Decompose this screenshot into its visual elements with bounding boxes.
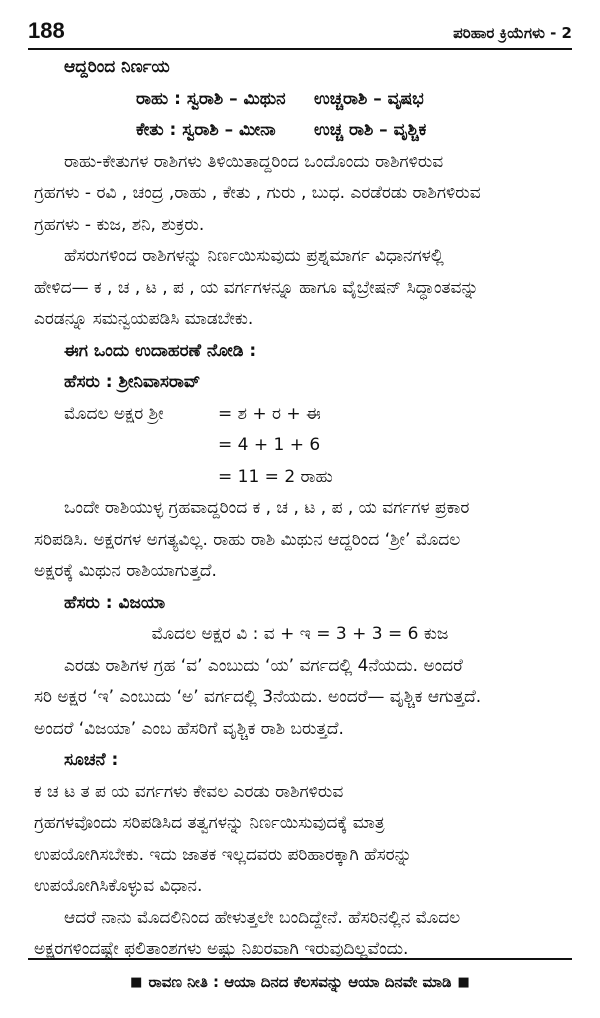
text-line: ಅಂದರೆ ‘ವಿಜಯಾ’ ಎಂಬ ಹೆಸರಿಗೆ ವೃಶ್ಚಿಕ ರಾಶಿ ಬರುತ್ತದೆ.: [34, 718, 344, 739]
text-line: ರಾಹು-ಕೇತುಗಳ ರಾಶಿಗಳು ತಿಳಿಯಿತಾದ್ದರಿಂದ ಒಂದೊಂದು ರಾಶಿಗಳಿರುವ: [64, 151, 444, 172]
text-line: ಎರಡು ರಾಶಿಗಳ ಗ್ರಹ ‘ವ’ ಎಂಬುದು ‘ಯ’ ವರ್ಗದಲ್ಲಿ 4ನೆಯದು. ಅಂದರೆ: [64, 655, 463, 676]
text-line: ಉಪಯೋಗಿಸಬೇಕು. ಇದು ಜಾತಕ ಇಲ್ಲದವರು ಪರಿಹಾರಕ್ಕಾಗಿ ಹೆಸರನ್ನು: [34, 844, 412, 865]
paragraph-2: [34, 241, 566, 336]
running-title: ಪರಿಹಾರ ಕ್ರಿಯೆಗಳು - 2: [453, 24, 572, 42]
paragraph-6: [34, 903, 566, 966]
calc-line-3: = 11 = 2 ರಾಹು: [218, 466, 333, 487]
text-line: ಉಪಯೋಗಿಸಿಕೊಳ್ಳುವ ವಿಧಾನ.: [34, 876, 203, 896]
calc-value: = ಶ + ರ + ಈ: [218, 403, 321, 424]
paragraph-4: [34, 651, 566, 746]
page-number: 188: [28, 18, 65, 43]
example-name-2-calc: ಮೊದಲ ಅಕ್ಷರ ವಿ : ವ + ಇ = 3 + 3 = 6 ಕುಜ: [151, 624, 449, 644]
rahu-line: [34, 84, 566, 116]
text-line: ಅಕ್ಷರಕ್ಕೆ ಮಿಥುನ ರಾಶಿಯಾಗುತ್ತದೆ.: [34, 561, 217, 581]
ketu-own-sign: ಕೇತು : ಸ್ವರಾಶಿ – ಮೀನಾ: [136, 120, 276, 140]
example-intro: ಈಗ ಒಂದು ಉದಾಹರಣೆ ನೋಡಿ :: [64, 340, 257, 361]
page-header: [28, 14, 572, 50]
example-name-2: ಹೆಸರು : ವಿಜಯಾ: [64, 592, 166, 613]
calc-line-2: = 4 + 1 + 6: [218, 435, 321, 455]
calc-label: ಮೊದಲ ಅಕ್ಷರ ಶ್ರೀ: [64, 403, 164, 424]
rahu-own-sign: ರಾಹು : ಸ್ವರಾಶಿ – ಮಿಥುನ: [136, 88, 286, 109]
ketu-exalted-sign: ಉಚ್ಚ ರಾಶಿ – ವೃಶ್ಚಿಕ: [314, 120, 427, 140]
text-line: ಗ್ರಹಗಳವೊಂದು ಸರಿಪಡಿಸಿದ ತತ್ವಗಳನ್ನು ನಿರ್ಣಯಿಸುವುದಕ್ಕೆ ಮಾತ್ರ: [34, 813, 385, 833]
text-line: ಹೆಸರುಗಳಿಂದ ರಾಶಿಗಳನ್ನು ನಿರ್ಣಯಿಸುವುದು ಪ್ರಶ್ನಮಾರ್ಗ ವಿಧಾನಗಳಲ್ಲಿ: [64, 246, 444, 266]
paragraph-1: [34, 147, 566, 242]
bullet-icon: ■: [457, 974, 470, 990]
text-line: ಗ್ರಹಗಳು - ರವಿ , ಚಂದ್ರ ,ರಾಹು , ಕೇತು , ಗುರು , ಬುಧ. ಎರಡೆರಡು ರಾಶಿಗಳಿರುವ: [34, 183, 481, 203]
text-line: ಹೇಳಿದ— ಕ , ಚ , ಟ , ಪ , ಯ ವರ್ಗಗಳನ್ನೂ ಹಾಗೂ ವೈಬ್ರೇಷನ್ ಸಿದ್ಧಾಂತವನ್ನು: [34, 277, 479, 298]
text-line: ಕ ಚ ಟ ತ ಪ ಯ ವರ್ಗಗಳು ಕೇವಲ ಎರಡು ರಾಶಿಗಳಿರುವ: [34, 781, 344, 802]
text-line: ಎರಡನ್ನೂ ಸಮನ್ವಯಪಡಿಸಿ ಮಾಡಬೇಕು.: [34, 309, 254, 329]
page-body: [34, 52, 566, 966]
note-heading: ಸೂಚನೆ :: [64, 750, 119, 770]
paragraph-3: [34, 493, 566, 588]
text-line: ಸರಿಪಡಿಸಿ. ಅಕ್ಷರಗಳ ಅಗತ್ಯವಿಲ್ಲ. ರಾಹು ರಾಶಿ ಮಿಥುನ ಆದ್ದರಿಂದ ‘ಶ್ರೀ’ ಮೊದಲ: [34, 529, 461, 550]
text-line: ಅಕ್ಷರಗಳಿಂದಷ್ಟೇ ಫಲಿತಾಂಶಗಳು ಅಷ್ಟು ನಿಖರವಾಗಿ ಇರುವುದಿಲ್ಲವೆಂದು.: [34, 939, 409, 959]
text-line: ಒಂದೇ ರಾಶಿಯುಳ್ಳ ಗ್ರಹವಾದ್ದರಿಂದ ಕ , ಚ , ಟ , ಪ , ಯ ವರ್ಗಗಳ ಪ್ರಕಾರ: [64, 498, 470, 518]
bullet-icon: ■: [130, 974, 143, 990]
text-line: ಆದರೆ ನಾನು ಮೊದಲಿನಿಂದ ಹೇಳುತ್ತಲೇ ಬಂದಿದ್ದೇನೆ. ಹೆಸರಿನಲ್ಲಿನ ಮೊದಲ: [64, 907, 461, 928]
text-line: ಗ್ರಹಗಳು - ಕುಜ, ಶನಿ, ಶುಕ್ರರು.: [34, 214, 205, 235]
page-footer: [28, 958, 572, 1004]
footer-quote: ರಾವಣ ನೀತಿ : ಆಯಾ ದಿನದ ಕೆಲಸವನ್ನು ಆಯಾ ದಿನವೇ ಮಾಡಿ: [148, 973, 452, 991]
conclusion-heading: ಆದ್ದರಿಂದ ನಿರ್ಣಯ: [64, 57, 170, 77]
ketu-line: [34, 115, 566, 147]
example-name-1: ಹೆಸರು : ಶ್ರೀನಿವಾಸರಾವ್: [64, 372, 201, 392]
paragraph-5: [34, 777, 566, 903]
calc-line-1: [34, 399, 566, 431]
rahu-exalted-sign: ಉಚ್ಚರಾಶಿ – ವೃಷಭ: [314, 88, 424, 109]
text-line: ಸರಿ ಅಕ್ಷರ ‘ಇ’ ಎಂಬುದು ‘ಅ’ ವರ್ಗದಲ್ಲಿ 3ನೆಯದು. ಅಂದರೆ— ವೃಶ್ಚಿಕ ಆಗುತ್ತದೆ.: [34, 687, 482, 707]
